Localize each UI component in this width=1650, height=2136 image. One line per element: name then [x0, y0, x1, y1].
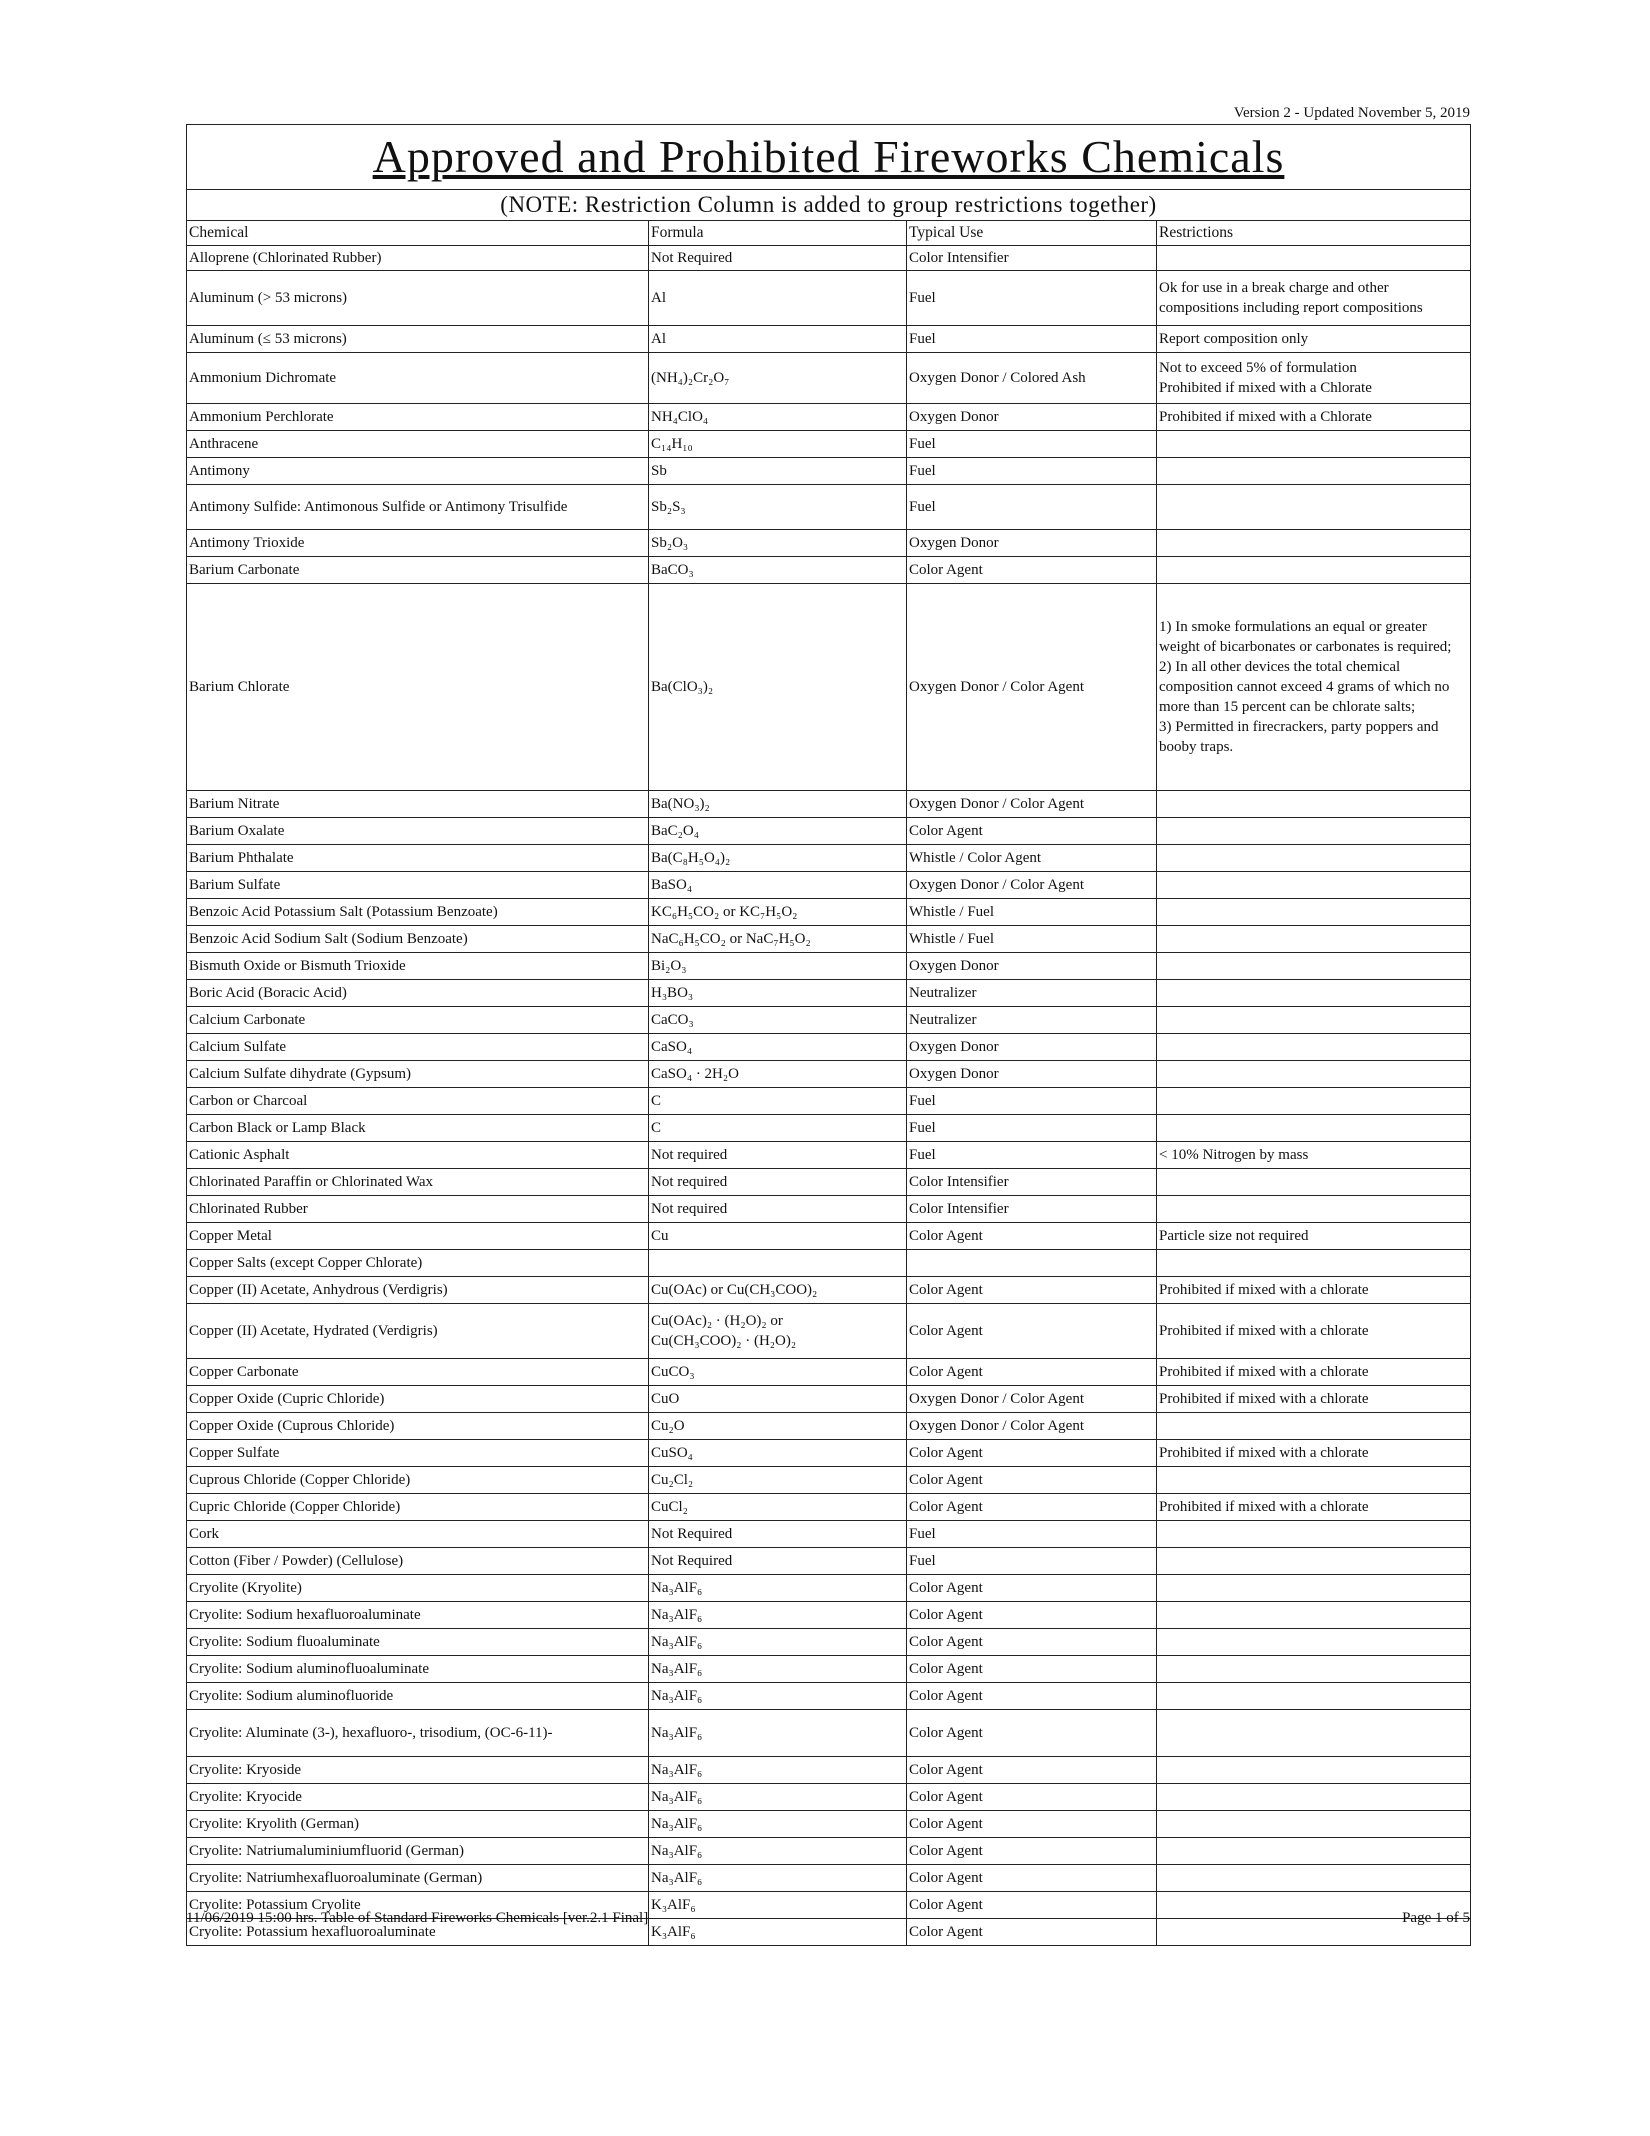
cell-formula: Cu(OAc)₂ · (H₂O)₂ or Cu(CH₃COO)₂ · (H₂O)₂ [649, 1304, 907, 1359]
cell-formula: Not required [649, 1142, 907, 1169]
cell-formula: Na₃AlF₆ [649, 1784, 907, 1811]
cell-typical-use: Color Agent [907, 818, 1157, 845]
cell-formula: Na₃AlF₆ [649, 1757, 907, 1784]
cell-restrictions [1157, 1007, 1471, 1034]
table-row [187, 1034, 1471, 1061]
cell-typical-use: Color Agent [907, 1602, 1157, 1629]
cell-chemical: Calcium Sulfate [187, 1034, 649, 1061]
table-row [187, 353, 1471, 404]
cell-restrictions [1157, 1656, 1471, 1683]
cell-formula: Sb₂S₃ [649, 485, 907, 530]
page-title: Approved and Prohibited Fireworks Chemicals [187, 125, 1471, 190]
cell-typical-use: Fuel [907, 1142, 1157, 1169]
cell-typical-use: Color Agent [907, 1467, 1157, 1494]
cell-chemical: Antimony Trioxide [187, 530, 649, 557]
table-row [187, 326, 1471, 353]
cell-chemical: Cryolite (Kryolite) [187, 1575, 649, 1602]
table-row [187, 845, 1471, 872]
cell-chemical: Barium Phthalate [187, 845, 649, 872]
table-row [187, 1629, 1471, 1656]
cell-formula: (NH₄)₂Cr₂O₇ [649, 353, 907, 404]
cell-formula: CuSO₄ [649, 1440, 907, 1467]
table-row [187, 404, 1471, 431]
table-row [187, 584, 1471, 791]
cell-formula: CaSO₄ · 2H₂O [649, 1061, 907, 1088]
cell-restrictions [1157, 872, 1471, 899]
cell-restrictions [1157, 1710, 1471, 1757]
cell-typical-use: Oxygen Donor [907, 404, 1157, 431]
cell-restrictions [1157, 458, 1471, 485]
cell-chemical: Copper (II) Acetate, Anhydrous (Verdigris) [187, 1277, 649, 1304]
cell-restrictions: < 10% Nitrogen by mass [1157, 1142, 1471, 1169]
cell-chemical: Cotton (Fiber / Powder) (Cellulose) [187, 1548, 649, 1575]
table-row [187, 1250, 1471, 1277]
table-row [187, 953, 1471, 980]
cell-chemical: Antimony [187, 458, 649, 485]
table-row [187, 1865, 1471, 1892]
cell-typical-use [907, 1250, 1157, 1277]
table-row [187, 1277, 1471, 1304]
cell-formula: Na₃AlF₆ [649, 1629, 907, 1656]
table-row [187, 458, 1471, 485]
table-row [187, 1142, 1471, 1169]
table-row [187, 1683, 1471, 1710]
cell-chemical: Cryolite: Sodium hexafluoroaluminate [187, 1602, 649, 1629]
cell-typical-use: Fuel [907, 1548, 1157, 1575]
cell-chemical: Cork [187, 1521, 649, 1548]
cell-restrictions [1157, 1838, 1471, 1865]
cell-chemical: Cryolite: Natriumhexafluoroaluminate (German) [187, 1865, 649, 1892]
cell-formula: Not required [649, 1196, 907, 1223]
cell-typical-use: Whistle / Fuel [907, 899, 1157, 926]
cell-chemical: Aluminum (≤ 53 microns) [187, 326, 649, 353]
table-row [187, 1386, 1471, 1413]
cell-typical-use: Color Intensifier [907, 246, 1157, 271]
cell-formula [649, 1250, 907, 1277]
cell-chemical: Cryolite: Kryoside [187, 1757, 649, 1784]
cell-formula: Ba(ClO₃)₂ [649, 584, 907, 791]
cell-typical-use: Color Agent [907, 1892, 1157, 1919]
table-row [187, 1757, 1471, 1784]
table-row [187, 818, 1471, 845]
cell-typical-use: Oxygen Donor / Color Agent [907, 1386, 1157, 1413]
cell-chemical: Cationic Asphalt [187, 1142, 649, 1169]
cell-typical-use: Fuel [907, 326, 1157, 353]
table-row [187, 1304, 1471, 1359]
cell-typical-use: Fuel [907, 1088, 1157, 1115]
cell-restrictions: Prohibited if mixed with a chlorate [1157, 1386, 1471, 1413]
cell-typical-use: Fuel [907, 271, 1157, 326]
table-row [187, 1710, 1471, 1757]
cell-chemical: Cryolite: Potassium hexafluoroaluminate [187, 1919, 649, 1946]
cell-typical-use: Fuel [907, 431, 1157, 458]
table-row [187, 1521, 1471, 1548]
cell-chemical: Barium Sulfate [187, 872, 649, 899]
table-row [187, 926, 1471, 953]
cell-formula: K₃AlF₆ [649, 1892, 907, 1919]
cell-chemical: Cryolite: Kryolith (German) [187, 1811, 649, 1838]
cell-formula: NH₄ClO₄ [649, 404, 907, 431]
cell-typical-use: Color Agent [907, 1277, 1157, 1304]
cell-chemical: Cuprous Chloride (Copper Chloride) [187, 1467, 649, 1494]
version-line: Version 2 - Updated November 5, 2019 [1233, 105, 1470, 121]
cell-formula: Not Required [649, 246, 907, 271]
cell-restrictions [1157, 1115, 1471, 1142]
cell-restrictions [1157, 246, 1471, 271]
cell-chemical: Cryolite: Potassium Cryolite [187, 1892, 649, 1919]
cell-restrictions [1157, 1467, 1471, 1494]
footer-page-number: Page 1 of 5 [1402, 1910, 1470, 1926]
cell-chemical: Carbon or Charcoal [187, 1088, 649, 1115]
cell-typical-use: Fuel [907, 1521, 1157, 1548]
cell-restrictions [1157, 791, 1471, 818]
cell-formula: Na₃AlF₆ [649, 1710, 907, 1757]
cell-chemical: Barium Nitrate [187, 791, 649, 818]
table-row [187, 1440, 1471, 1467]
table-row [187, 530, 1471, 557]
cell-typical-use: Color Agent [907, 1494, 1157, 1521]
cell-formula: Ba(NO₃)₂ [649, 791, 907, 818]
cell-typical-use: Color Agent [907, 1710, 1157, 1757]
cell-restrictions: Prohibited if mixed with a Chlorate [1157, 404, 1471, 431]
cell-chemical: Cryolite: Aluminate (3-), hexafluoro-, trisodium, (OC-6-11)- [187, 1710, 649, 1757]
cell-typical-use: Oxygen Donor / Color Agent [907, 584, 1157, 791]
cell-restrictions [1157, 1196, 1471, 1223]
cell-formula: Na₃AlF₆ [649, 1602, 907, 1629]
cell-restrictions [1157, 818, 1471, 845]
cell-restrictions: Particle size not required [1157, 1223, 1471, 1250]
table-row [187, 1413, 1471, 1440]
cell-formula: Na₃AlF₆ [649, 1575, 907, 1602]
cell-typical-use: Oxygen Donor [907, 953, 1157, 980]
cell-chemical: Copper (II) Acetate, Hydrated (Verdigris) [187, 1304, 649, 1359]
cell-chemical: Benzoic Acid Sodium Salt (Sodium Benzoate) [187, 926, 649, 953]
table-row [187, 431, 1471, 458]
cell-typical-use: Color Intensifier [907, 1169, 1157, 1196]
cell-restrictions: Prohibited if mixed with a chlorate [1157, 1304, 1471, 1359]
cell-restrictions [1157, 1602, 1471, 1629]
cell-restrictions [1157, 980, 1471, 1007]
footer-document-info: 11/06/2019 15:00 hrs. Table of Standard Fireworks Chemicals [ver.2.1 Final] [186, 1910, 649, 1926]
cell-chemical: Calcium Sulfate dihydrate (Gypsum) [187, 1061, 649, 1088]
cell-formula: CaSO₄ [649, 1034, 907, 1061]
cell-typical-use: Color Agent [907, 1811, 1157, 1838]
cell-typical-use: Color Agent [907, 1757, 1157, 1784]
table-header-row [187, 221, 1471, 246]
cell-restrictions [1157, 1413, 1471, 1440]
cell-chemical: Cryolite: Kryocide [187, 1784, 649, 1811]
cell-chemical: Copper Salts (except Copper Chlorate) [187, 1250, 649, 1277]
cell-formula: C [649, 1115, 907, 1142]
cell-chemical: Aluminum (> 53 microns) [187, 271, 649, 326]
cell-restrictions [1157, 845, 1471, 872]
cell-restrictions [1157, 1784, 1471, 1811]
table-row [187, 1223, 1471, 1250]
cell-formula: BaCO₃ [649, 557, 907, 584]
chemicals-table [186, 124, 1471, 1946]
cell-formula: Na₃AlF₆ [649, 1811, 907, 1838]
cell-formula: KC₆H₅CO₂ or KC₇H₅O₂ [649, 899, 907, 926]
column-header-chemical: Chemical [187, 221, 649, 246]
table-row [187, 1061, 1471, 1088]
cell-chemical: Ammonium Dichromate [187, 353, 649, 404]
table-row [187, 271, 1471, 326]
cell-formula: Cu₂Cl₂ [649, 1467, 907, 1494]
cell-chemical: Calcium Carbonate [187, 1007, 649, 1034]
cell-chemical: Alloprene (Chlorinated Rubber) [187, 246, 649, 271]
table-row [187, 1575, 1471, 1602]
cell-formula: Na₃AlF₆ [649, 1838, 907, 1865]
cell-chemical: Anthracene [187, 431, 649, 458]
cell-typical-use: Oxygen Donor / Colored Ash [907, 353, 1157, 404]
cell-typical-use: Color Agent [907, 1784, 1157, 1811]
cell-typical-use: Color Agent [907, 1656, 1157, 1683]
column-header-restrictions: Restrictions [1157, 221, 1471, 246]
cell-formula: Ba(C₈H₅O₄)₂ [649, 845, 907, 872]
cell-typical-use: Oxygen Donor [907, 530, 1157, 557]
cell-formula: Na₃AlF₆ [649, 1683, 907, 1710]
cell-formula: C₁₄H₁₀ [649, 431, 907, 458]
cell-formula: BaSO₄ [649, 872, 907, 899]
cell-restrictions [1157, 1169, 1471, 1196]
cell-restrictions [1157, 1865, 1471, 1892]
cell-restrictions [1157, 1548, 1471, 1575]
cell-typical-use: Oxygen Donor / Color Agent [907, 791, 1157, 818]
cell-restrictions [1157, 1061, 1471, 1088]
cell-formula: Al [649, 326, 907, 353]
cell-typical-use: Color Agent [907, 1359, 1157, 1386]
cell-formula: Na₃AlF₆ [649, 1656, 907, 1683]
chemicals-sheet [186, 124, 1470, 1946]
cell-restrictions [1157, 485, 1471, 530]
cell-restrictions: Prohibited if mixed with a chlorate [1157, 1359, 1471, 1386]
cell-restrictions [1157, 1811, 1471, 1838]
cell-chemical: Cryolite: Sodium aluminofluoaluminate [187, 1656, 649, 1683]
cell-restrictions [1157, 1575, 1471, 1602]
cell-chemical: Cupric Chloride (Copper Chloride) [187, 1494, 649, 1521]
table-row [187, 1088, 1471, 1115]
cell-formula: CuO [649, 1386, 907, 1413]
table-row [187, 1169, 1471, 1196]
table-row [187, 1548, 1471, 1575]
cell-typical-use: Oxygen Donor / Color Agent [907, 872, 1157, 899]
cell-typical-use: Color Agent [907, 1919, 1157, 1946]
cell-chemical: Cryolite: Natriumaluminiumfluorid (German) [187, 1838, 649, 1865]
cell-typical-use: Color Agent [907, 1683, 1157, 1710]
table-row [187, 899, 1471, 926]
cell-chemical: Barium Carbonate [187, 557, 649, 584]
table-row [187, 1115, 1471, 1142]
table-row [187, 1494, 1471, 1521]
cell-formula: Sb₂O₃ [649, 530, 907, 557]
cell-chemical: Copper Carbonate [187, 1359, 649, 1386]
cell-typical-use: Color Agent [907, 557, 1157, 584]
cell-chemical: Bismuth Oxide or Bismuth Trioxide [187, 953, 649, 980]
cell-formula: Cu(OAc) or Cu(CH₃COO)₂ [649, 1277, 907, 1304]
cell-typical-use: Fuel [907, 485, 1157, 530]
cell-typical-use: Fuel [907, 458, 1157, 485]
cell-formula: Bi₂O₃ [649, 953, 907, 980]
cell-restrictions: Prohibited if mixed with a chlorate [1157, 1494, 1471, 1521]
cell-typical-use: Color Agent [907, 1304, 1157, 1359]
cell-typical-use: Color Agent [907, 1223, 1157, 1250]
cell-chemical: Cryolite: Sodium aluminofluoride [187, 1683, 649, 1710]
table-row [187, 1602, 1471, 1629]
cell-typical-use: Color Agent [907, 1838, 1157, 1865]
table-row [187, 246, 1471, 271]
cell-formula: CuCO₃ [649, 1359, 907, 1386]
table-row [187, 485, 1471, 530]
cell-restrictions [1157, 899, 1471, 926]
cell-typical-use: Color Agent [907, 1575, 1157, 1602]
table-row [187, 980, 1471, 1007]
cell-restrictions: Prohibited if mixed with a chlorate [1157, 1440, 1471, 1467]
cell-restrictions [1157, 1521, 1471, 1548]
cell-restrictions: Ok for use in a break charge and other compositions including report compositions [1157, 271, 1471, 326]
cell-formula: Not required [649, 1169, 907, 1196]
cell-formula: CuCl₂ [649, 1494, 907, 1521]
cell-chemical: Boric Acid (Boracic Acid) [187, 980, 649, 1007]
table-row [187, 1811, 1471, 1838]
cell-chemical: Chlorinated Rubber [187, 1196, 649, 1223]
cell-formula: Not Required [649, 1521, 907, 1548]
cell-formula: Not Required [649, 1548, 907, 1575]
cell-restrictions [1157, 557, 1471, 584]
cell-typical-use: Color Agent [907, 1629, 1157, 1656]
cell-formula: NaC₆H₅CO₂ or NaC₇H₅O₂ [649, 926, 907, 953]
cell-typical-use: Whistle / Color Agent [907, 845, 1157, 872]
cell-restrictions [1157, 1629, 1471, 1656]
cell-restrictions [1157, 1250, 1471, 1277]
cell-formula: Na₃AlF₆ [649, 1865, 907, 1892]
cell-typical-use: Color Agent [907, 1440, 1157, 1467]
cell-typical-use: Neutralizer [907, 980, 1157, 1007]
cell-typical-use: Neutralizer [907, 1007, 1157, 1034]
table-row [187, 1838, 1471, 1865]
cell-restrictions [1157, 1757, 1471, 1784]
table-row [187, 1196, 1471, 1223]
cell-typical-use: Whistle / Fuel [907, 926, 1157, 953]
cell-typical-use: Oxygen Donor / Color Agent [907, 1413, 1157, 1440]
restriction-note: (NOTE: Restriction Column is added to group restrictions together) [187, 190, 1471, 221]
cell-restrictions: Report composition only [1157, 326, 1471, 353]
table-row [187, 1467, 1471, 1494]
column-header-formula: Formula [649, 221, 907, 246]
table-row [187, 557, 1471, 584]
cell-restrictions: Not to exceed 5% of formulation Prohibited if mixed with a Chlorate [1157, 353, 1471, 404]
table-row [187, 1359, 1471, 1386]
cell-typical-use: Fuel [907, 1115, 1157, 1142]
cell-chemical: Barium Chlorate [187, 584, 649, 791]
cell-restrictions [1157, 953, 1471, 980]
cell-formula: H₃BO₃ [649, 980, 907, 1007]
cell-chemical: Carbon Black or Lamp Black [187, 1115, 649, 1142]
table-row [187, 872, 1471, 899]
cell-restrictions [1157, 530, 1471, 557]
cell-formula: CaCO₃ [649, 1007, 907, 1034]
cell-restrictions [1157, 1683, 1471, 1710]
cell-chemical: Copper Metal [187, 1223, 649, 1250]
cell-restrictions: 1) In smoke formulations an equal or greater weight of bicarbonates or carbonates is required; 2) In all other devices the total chemical composition cannot exceed 4 grams of which no more than 15 percent can be chlorate salts; 3) Permitted in firecrackers, party poppers and booby traps. [1157, 584, 1471, 791]
cell-restrictions [1157, 1088, 1471, 1115]
cell-formula: Cu₂O [649, 1413, 907, 1440]
table-row [187, 791, 1471, 818]
cell-typical-use: Oxygen Donor [907, 1061, 1157, 1088]
cell-chemical: Chlorinated Paraffin or Chlorinated Wax [187, 1169, 649, 1196]
column-header-typical-use: Typical Use [907, 221, 1157, 246]
table-row [187, 1007, 1471, 1034]
cell-formula: Cu [649, 1223, 907, 1250]
cell-typical-use: Color Agent [907, 1865, 1157, 1892]
cell-chemical: Copper Oxide (Cuprous Chloride) [187, 1413, 649, 1440]
cell-chemical: Barium Oxalate [187, 818, 649, 845]
cell-chemical: Antimony Sulfide: Antimonous Sulfide or Antimony Trisulfide [187, 485, 649, 530]
cell-formula: Al [649, 271, 907, 326]
cell-restrictions: Prohibited if mixed with a chlorate [1157, 1277, 1471, 1304]
cell-chemical: Copper Oxide (Cupric Chloride) [187, 1386, 649, 1413]
table-row [187, 1656, 1471, 1683]
cell-restrictions [1157, 926, 1471, 953]
cell-formula: K₃AlF₆ [649, 1919, 907, 1946]
cell-typical-use: Oxygen Donor [907, 1034, 1157, 1061]
cell-chemical: Benzoic Acid Potassium Salt (Potassium Benzoate) [187, 899, 649, 926]
cell-typical-use: Color Intensifier [907, 1196, 1157, 1223]
cell-restrictions [1157, 431, 1471, 458]
cell-chemical: Copper Sulfate [187, 1440, 649, 1467]
cell-formula: BaC₂O₄ [649, 818, 907, 845]
cell-restrictions [1157, 1034, 1471, 1061]
cell-formula: Sb [649, 458, 907, 485]
cell-chemical: Ammonium Perchlorate [187, 404, 649, 431]
cell-formula: C [649, 1088, 907, 1115]
cell-chemical: Cryolite: Sodium fluoaluminate [187, 1629, 649, 1656]
table-row [187, 1784, 1471, 1811]
